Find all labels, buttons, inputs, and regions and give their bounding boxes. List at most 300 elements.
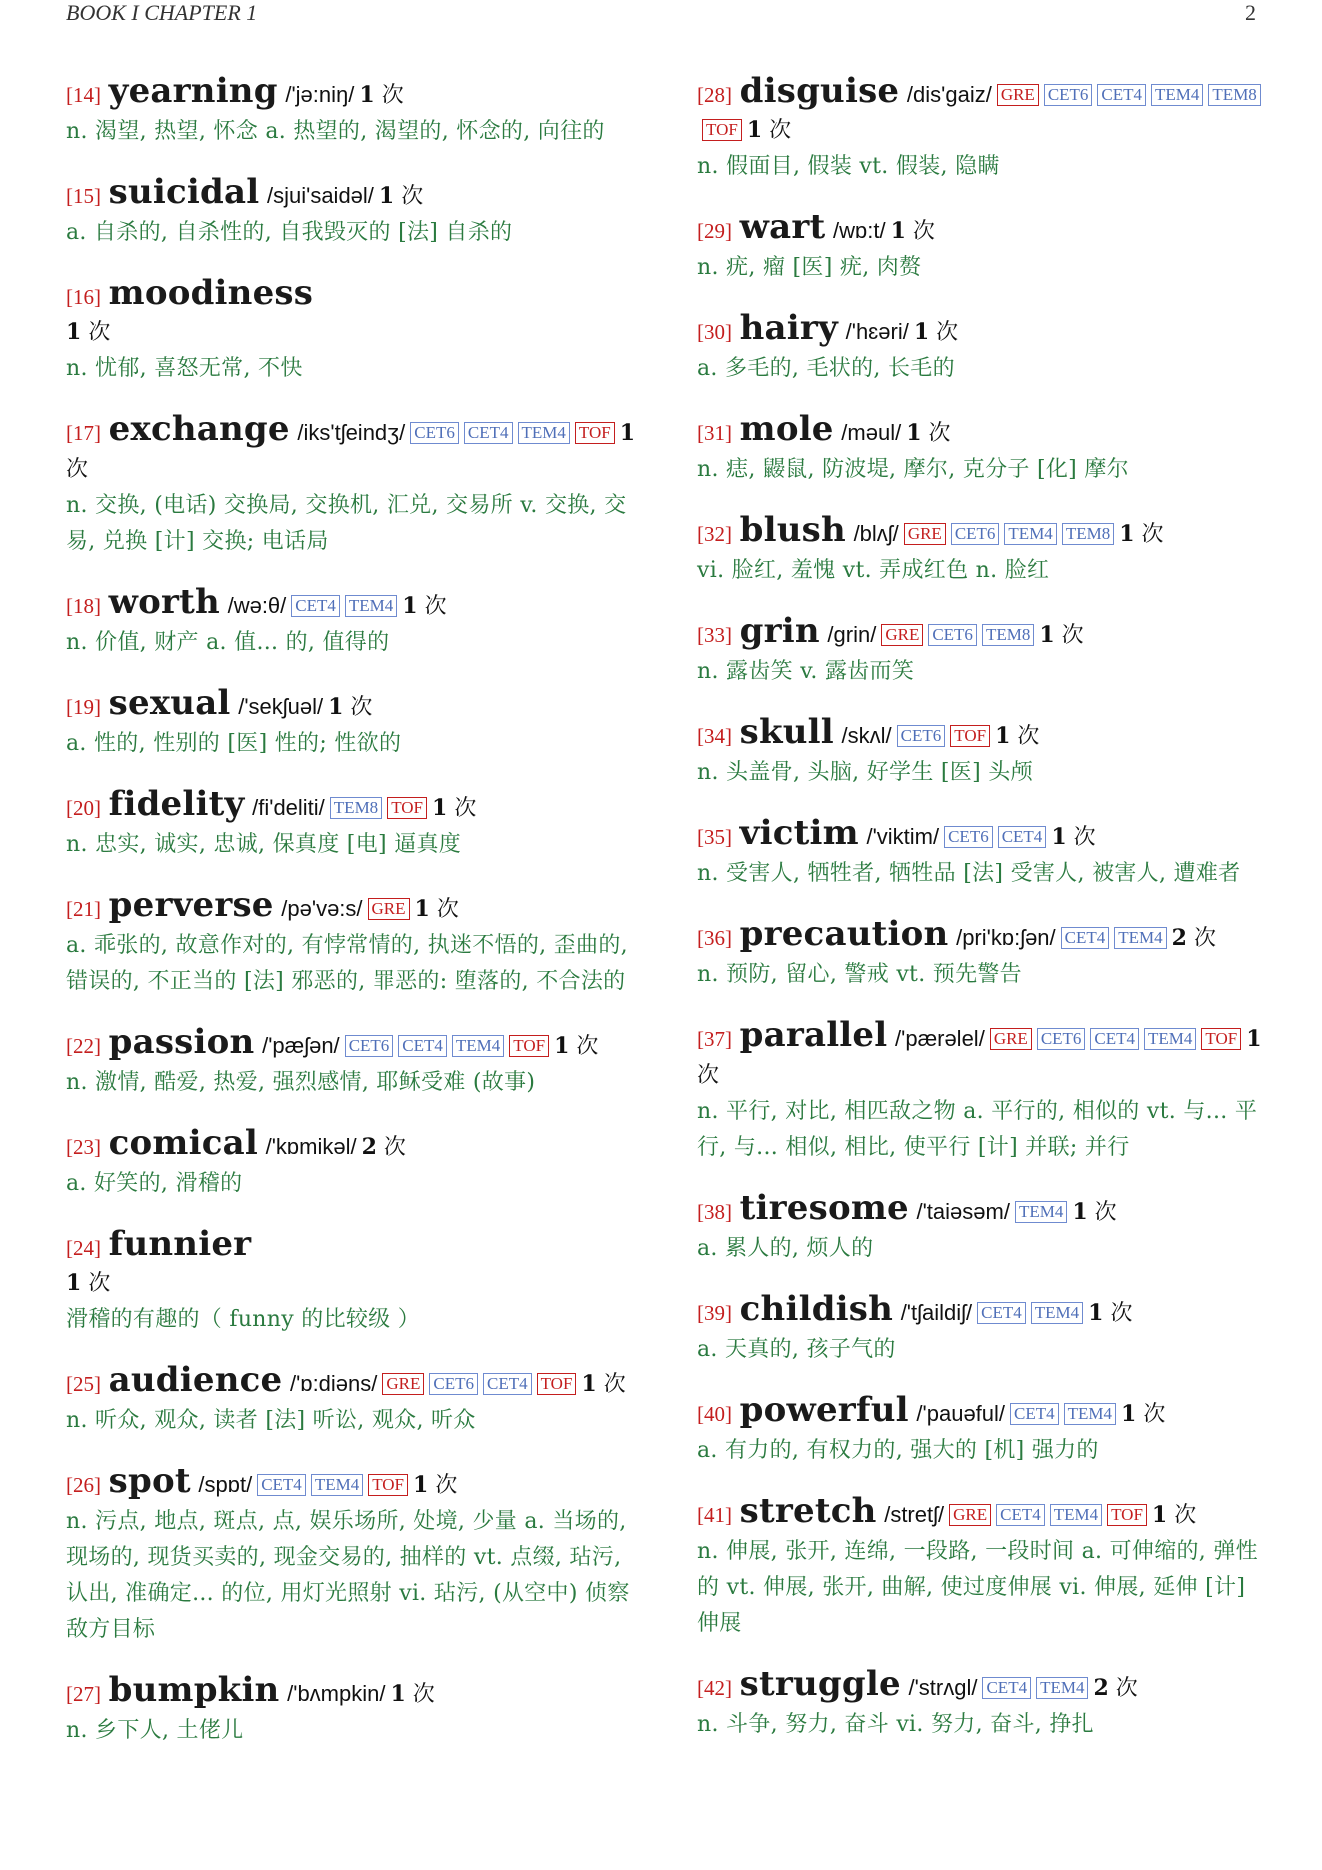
phonetic: /grin/	[827, 622, 877, 647]
exam-tag: TEM4	[1004, 523, 1056, 545]
headword: passion	[108, 1022, 255, 1062]
exam-tag: CET4	[398, 1035, 447, 1057]
headword: moodiness	[108, 273, 314, 313]
vocab-entry	[66, 683, 636, 762]
vocab-entry	[697, 308, 1271, 387]
phonetic: /'kɒmikəl/	[265, 1134, 357, 1159]
frequency-count: 2	[1171, 925, 1187, 951]
phonetic: /sjui'saidəl/	[267, 183, 374, 208]
definition: n. 渴望, 热望, 怀念 a. 热望的, 渴望的, 怀念的, 向往的	[66, 119, 605, 144]
frequency	[1152, 1503, 1196, 1528]
frequency	[66, 1271, 110, 1296]
frequency-unit: 次	[424, 594, 447, 619]
frequency	[413, 1473, 457, 1498]
phonetic: /pə'və:s/	[281, 896, 363, 921]
frequency-unit: 次	[1193, 926, 1216, 951]
vocab-entry	[697, 71, 1271, 185]
exam-tag: TEM4	[1064, 1403, 1116, 1425]
headword-line	[66, 1360, 636, 1402]
exam-tag: TOF	[702, 119, 742, 141]
phonetic: /'sekʃuəl/	[238, 694, 324, 719]
phonetic: /'pærəlel/	[895, 1026, 985, 1051]
headword: perverse	[108, 885, 274, 925]
definition: n. 听众, 观众, 读者 [法] 听讼, 观众, 听众	[66, 1408, 476, 1433]
headword: childish	[739, 1289, 894, 1329]
definition: a. 有力的, 有权力的, 强大的 [机] 强力的	[697, 1438, 1099, 1463]
headword-line	[66, 1022, 636, 1064]
headword-line	[697, 1289, 1271, 1331]
frequency-count: 1	[328, 694, 344, 720]
vocab-entry	[697, 1188, 1271, 1267]
headword: victim	[739, 813, 859, 853]
entry-index: [25]	[66, 1372, 101, 1396]
exam-tag: GRE	[949, 1504, 991, 1526]
frequency-count: 1	[1051, 824, 1067, 850]
frequency-count: 1	[913, 319, 930, 345]
frequency	[328, 695, 372, 720]
frequency-count: 1	[1246, 1026, 1262, 1052]
definition: n. 露齿笑 v. 露齿而笑	[697, 659, 915, 684]
frequency-count: 1	[414, 896, 430, 922]
frequency-count: 1	[554, 1033, 570, 1059]
entry-index: [21]	[66, 897, 101, 921]
exam-tag: CET4	[1010, 1403, 1059, 1425]
exam-tag: CET6	[345, 1035, 394, 1057]
exam-tag: CET6	[928, 624, 977, 646]
exam-tag: GRE	[368, 898, 410, 920]
entry-index: [30]	[697, 320, 732, 344]
exam-tag: CET4	[483, 1373, 532, 1395]
headword: skull	[739, 712, 834, 752]
vocab-entry	[66, 1461, 636, 1648]
frequency-count: 1	[1072, 1199, 1088, 1225]
phonetic: /fi'deliti/	[252, 795, 325, 820]
entry-index: [19]	[66, 695, 101, 719]
entry-index: [18]	[66, 594, 101, 618]
frequency	[359, 83, 403, 108]
exam-tag: TEM8	[1208, 84, 1260, 106]
headword: sexual	[108, 683, 231, 723]
vocab-entry	[697, 207, 1271, 286]
vocab-entry	[66, 1224, 636, 1338]
headword-line	[697, 510, 1271, 552]
frequency-count: 1	[619, 420, 636, 446]
exam-tag: CET4	[996, 1504, 1045, 1526]
phonetic: /spɒt/	[198, 1472, 253, 1497]
entry-index: [40]	[697, 1402, 732, 1426]
definition: n. 疣, 瘤 [医] 疣, 肉赘	[697, 255, 922, 280]
frequency	[415, 897, 459, 922]
phonetic: /'bʌmpkin/	[287, 1681, 386, 1706]
vocab-entry	[697, 813, 1271, 892]
frequency	[1051, 825, 1095, 850]
frequency-unit: 次	[88, 320, 111, 345]
headword-line	[66, 885, 636, 927]
phonetic: /'taiəsəm/	[916, 1199, 1010, 1224]
exam-tag: TEM4	[1015, 1201, 1067, 1223]
vocab-entry	[697, 1491, 1271, 1642]
frequency-unit: 次	[1141, 522, 1164, 547]
entry-index: [41]	[697, 1503, 732, 1527]
exam-tag: TOF	[537, 1373, 577, 1395]
frequency	[747, 118, 791, 143]
exam-tag: CET6	[410, 422, 459, 444]
frequency-unit: 次	[1110, 1301, 1133, 1326]
definition: a. 好笑的, 滑稽的	[66, 1171, 243, 1196]
entry-index: [38]	[697, 1200, 732, 1224]
frequency-unit: 次	[603, 1372, 626, 1397]
headword: suicidal	[108, 172, 260, 212]
vocab-entry	[697, 409, 1271, 488]
vocab-entry	[697, 1015, 1271, 1166]
headword: yearning	[108, 71, 278, 111]
vocab-entry	[697, 914, 1271, 993]
entry-index: [17]	[66, 421, 101, 445]
phonetic: /'strʌgl/	[908, 1675, 978, 1700]
headword-line	[697, 914, 1271, 956]
frequency	[914, 320, 958, 345]
frequency-count: 1	[378, 183, 395, 209]
frequency	[432, 796, 476, 821]
frequency-unit: 次	[769, 118, 792, 143]
headword: stretch	[739, 1491, 877, 1531]
frequency-unit: 次	[1143, 1402, 1166, 1427]
headword-line	[697, 712, 1271, 754]
frequency	[390, 1682, 434, 1707]
exam-tag: TEM4	[1031, 1302, 1083, 1324]
entry-index: [20]	[66, 796, 101, 820]
entry-index: [37]	[697, 1027, 732, 1051]
headword: exchange	[108, 409, 290, 449]
exam-tag: CET6	[1044, 84, 1093, 106]
exam-tag: GRE	[904, 523, 946, 545]
entry-index: [35]	[697, 825, 732, 849]
frequency-count: 1	[390, 1681, 406, 1707]
headword: powerful	[739, 1390, 909, 1430]
page-number: 2	[1245, 0, 1256, 25]
frequency-line	[66, 314, 636, 350]
headword-line	[66, 1224, 636, 1265]
frequency-count: 1	[359, 82, 375, 108]
phonetic: /stretʃ/	[884, 1502, 945, 1527]
vocab-entry	[66, 1123, 636, 1202]
frequency-unit: 次	[435, 1473, 458, 1498]
entry-index: [26]	[66, 1473, 101, 1497]
vocab-entry	[66, 1670, 636, 1749]
phonetic: /'tʃaildiʃ/	[900, 1300, 973, 1325]
page-header	[66, 0, 1256, 30]
definition: n. 痣, 鼹鼠, 防波堤, 摩尔, 克分子 [化] 摩尔	[697, 457, 1129, 482]
entry-index: [31]	[697, 421, 732, 445]
vocab-entry	[66, 71, 636, 150]
headword: comical	[108, 1123, 258, 1163]
exam-tag: CET4	[982, 1677, 1031, 1699]
definition: a. 累人的, 烦人的	[697, 1236, 874, 1261]
exam-tag: TEM4	[452, 1035, 504, 1057]
definition: a. 天真的, 孩子气的	[697, 1337, 896, 1362]
headword-line	[697, 1664, 1271, 1706]
frequency	[1093, 1676, 1137, 1701]
exam-tag: TEM4	[311, 1474, 363, 1496]
phonetic: /'pæʃən/	[262, 1033, 340, 1058]
definition: n. 头盖骨, 头脑, 好学生 [医] 头颅	[697, 760, 1033, 785]
frequency	[1072, 1200, 1116, 1225]
frequency-count: 1	[581, 1371, 597, 1397]
exam-tag: CET6	[951, 523, 1000, 545]
headword: blush	[739, 510, 846, 550]
frequency-unit: 次	[88, 1271, 111, 1296]
headword: worth	[108, 582, 220, 622]
vocab-entry	[697, 712, 1271, 791]
headword-line	[66, 1123, 636, 1165]
frequency	[1039, 623, 1083, 648]
exam-tag: TOF	[575, 422, 615, 444]
entry-index: [42]	[697, 1676, 732, 1700]
entry-index: [34]	[697, 724, 732, 748]
frequency-count: 1	[1039, 622, 1055, 648]
exam-tag: CET6	[429, 1373, 478, 1395]
exam-tag: CET6	[944, 826, 993, 848]
frequency-unit: 次	[576, 1034, 599, 1059]
exam-tag: TOF	[1201, 1028, 1241, 1050]
vocab-entry	[66, 1022, 636, 1101]
headword: bumpkin	[108, 1670, 280, 1710]
phonetic: /blʌʃ/	[853, 521, 899, 546]
headword: grin	[739, 611, 820, 651]
definition: n. 忧郁, 喜怒无常, 不快	[66, 356, 303, 381]
frequency-count: 2	[1093, 1675, 1109, 1701]
frequency-count: 1	[995, 723, 1011, 749]
headword-line	[697, 1390, 1271, 1432]
frequency-count: 1	[1088, 1300, 1104, 1326]
headword-line	[66, 784, 636, 826]
definition: a. 性的, 性别的 [医] 性的; 性欲的	[66, 731, 402, 756]
definition: a. 多毛的, 毛状的, 长毛的	[697, 356, 955, 381]
headword: tiresome	[739, 1188, 909, 1228]
entry-index: [32]	[697, 522, 732, 546]
frequency-unit: 次	[66, 457, 89, 482]
frequency-unit: 次	[912, 219, 935, 244]
exam-tag: GRE	[382, 1373, 424, 1395]
headword-line	[697, 308, 1271, 350]
frequency-count: 1	[1121, 1401, 1137, 1427]
frequency-unit: 次	[1094, 1200, 1117, 1225]
left-column	[66, 71, 636, 1774]
frequency-count: 1	[1119, 521, 1135, 547]
entry-index: [23]	[66, 1135, 101, 1159]
headword: fidelity	[108, 784, 245, 824]
headword-line	[66, 1670, 636, 1712]
phonetic: /wə:θ/	[227, 593, 287, 618]
exam-tag: TOF	[387, 797, 427, 819]
frequency-unit: 次	[412, 1682, 435, 1707]
frequency-count: 1	[66, 1270, 82, 1296]
headword-line	[66, 409, 636, 487]
exam-tag: CET4	[977, 1302, 1026, 1324]
exam-tag: CET4	[257, 1474, 306, 1496]
headword-line	[66, 582, 636, 624]
headword: parallel	[739, 1015, 888, 1055]
headword-line	[697, 71, 1271, 148]
headword: mole	[739, 409, 834, 449]
frequency-unit: 次	[383, 1135, 406, 1160]
headword-line	[66, 71, 636, 113]
phonetic: /wɒ:t/	[833, 218, 886, 243]
headword: funnier	[108, 1224, 252, 1264]
exam-tag: TEM4	[1036, 1677, 1088, 1699]
vocab-entry	[697, 1289, 1271, 1368]
exam-tag: CET4	[1090, 1028, 1139, 1050]
entry-index: [39]	[697, 1301, 732, 1325]
vocab-entry	[697, 510, 1271, 589]
frequency-unit: 次	[1115, 1676, 1138, 1701]
vocab-entry	[66, 582, 636, 661]
definition: 滑稽的有趣的（ funny 的比较级 ）	[66, 1307, 421, 1332]
headword-line	[697, 409, 1271, 451]
headword-line	[66, 1461, 636, 1503]
headword: spot	[108, 1461, 191, 1501]
headword: struggle	[739, 1664, 901, 1704]
entry-index: [15]	[66, 184, 101, 208]
exam-tag: TOF	[368, 1474, 408, 1496]
entry-index: [36]	[697, 926, 732, 950]
definition: n. 忠实, 诚实, 忠诚, 保真度 [电] 逼真度	[66, 832, 462, 857]
headword-line	[697, 1188, 1271, 1230]
vocab-entry	[697, 1664, 1271, 1743]
phonetic: /dis'gaiz/	[906, 82, 992, 107]
exam-tag: TOF	[509, 1035, 549, 1057]
headword-line	[66, 172, 636, 214]
headword: precaution	[739, 914, 949, 954]
frequency-unit: 次	[401, 184, 424, 209]
exam-tag: CET4	[1061, 927, 1110, 949]
headword-line	[697, 813, 1271, 855]
frequency-unit: 次	[928, 421, 951, 446]
exam-tag: TOF	[950, 725, 990, 747]
definition: n. 斗争, 努力, 奋斗 vi. 努力, 奋斗, 挣扎	[697, 1712, 1094, 1737]
entry-index: [16]	[66, 285, 101, 309]
definition: n. 污点, 地点, 斑点, 点, 娱乐场所, 处境, 少量 a. 当场的, 现场的, 现货买卖的, 现金交易的, 抽样的 vt. 点缀, 玷污, 认出, 准确定... 的位, 用灯光照射 vi. 玷污, (从空中) 侦察敌方目标	[66, 1509, 630, 1642]
headword: wart	[739, 207, 826, 247]
phonetic: /'hɛəri/	[845, 319, 909, 344]
definition: n. 预防, 留心, 警戒 vt. 预先警告	[697, 962, 1022, 987]
frequency-count: 1	[906, 420, 922, 446]
phonetic: /iks'tʃeindʒ/	[297, 420, 406, 445]
headword-line	[697, 1491, 1271, 1533]
frequency	[554, 1034, 598, 1059]
phonetic: /məul/	[841, 420, 902, 445]
entry-index: [29]	[697, 219, 732, 243]
entry-index: [14]	[66, 83, 101, 107]
exam-tag: TEM4	[1144, 1028, 1196, 1050]
frequency-unit: 次	[436, 897, 459, 922]
exam-tag: CET4	[291, 595, 340, 617]
vocab-entry	[697, 1390, 1271, 1469]
definition: n. 平行, 对比, 相匹敌之物 a. 平行的, 相似的 vt. 与... 平行, 与... 相似, 相比, 使平行 [计] 并联; 并行	[697, 1099, 1258, 1160]
phonetic: /'jə:niŋ/	[285, 82, 355, 107]
frequency-unit: 次	[1061, 623, 1084, 648]
chapter-title: BOOK I CHAPTER 1	[66, 0, 258, 25]
frequency-unit: 次	[1174, 1503, 1197, 1528]
frequency-count: 1	[1151, 1502, 1168, 1528]
exam-tag: TEM4	[518, 422, 570, 444]
exam-tag: CET6	[897, 725, 946, 747]
entry-index: [27]	[66, 1682, 101, 1706]
vocab-entry	[66, 885, 636, 1000]
phonetic: /'pauəful/	[916, 1401, 1006, 1426]
frequency-count: 1	[890, 218, 906, 244]
headword: hairy	[739, 308, 838, 348]
frequency-unit: 次	[454, 796, 477, 821]
frequency	[891, 219, 935, 244]
exam-tag: GRE	[997, 84, 1039, 106]
headword-line	[697, 207, 1271, 249]
exam-tag: CET4	[1097, 84, 1146, 106]
exam-tag: TEM8	[330, 797, 382, 819]
definition: n. 价值, 财产 a. 值... 的, 值得的	[66, 630, 390, 655]
frequency	[1172, 926, 1216, 951]
phonetic: /skʌl/	[841, 723, 892, 748]
entry-index: [22]	[66, 1034, 101, 1058]
exam-tag: GRE	[881, 624, 923, 646]
frequency	[1088, 1301, 1132, 1326]
frequency	[906, 421, 950, 446]
vocab-entry	[66, 273, 636, 387]
frequency-unit: 次	[350, 695, 373, 720]
vocab-entry	[697, 611, 1271, 690]
definition: n. 激情, 酷爱, 热爱, 强烈感情, 耶稣受难 (故事)	[66, 1070, 536, 1095]
frequency-unit: 次	[381, 83, 404, 108]
frequency	[402, 594, 446, 619]
exam-tag: TEM4	[1050, 1504, 1102, 1526]
frequency	[362, 1135, 406, 1160]
exam-tag: TEM8	[1062, 523, 1114, 545]
phonetic: /'viktim/	[866, 824, 940, 849]
vocab-entry	[66, 784, 636, 863]
entry-index: [33]	[697, 623, 732, 647]
exam-tag: CET4	[998, 826, 1047, 848]
frequency-unit: 次	[1017, 724, 1040, 749]
frequency-count: 1	[402, 593, 418, 619]
entry-index: [24]	[66, 1236, 101, 1260]
frequency	[1119, 522, 1163, 547]
definition: n. 伸展, 张开, 连绵, 一段路, 一段时间 a. 可伸缩的, 弹性的 vt. 伸展, 张开, 曲解, 使过度伸展 vi. 伸展, 延伸 [计] 伸展	[697, 1539, 1258, 1636]
exam-tag: TEM4	[345, 595, 397, 617]
exam-tag: TEM8	[982, 624, 1034, 646]
frequency-line	[66, 1265, 636, 1301]
vocab-entry	[66, 172, 636, 251]
definition: a. 自杀的, 自杀性的, 自我毁灭的 [法] 自杀的	[66, 220, 513, 245]
phonetic: /'ɒ:diəns/	[290, 1371, 378, 1396]
exam-tag: CET6	[1037, 1028, 1086, 1050]
headword-line	[697, 611, 1271, 653]
exam-tag: TEM4	[1114, 927, 1166, 949]
frequency-unit: 次	[936, 320, 959, 345]
frequency	[581, 1372, 625, 1397]
frequency-count: 2	[361, 1134, 377, 1160]
exam-tag: GRE	[990, 1028, 1032, 1050]
frequency	[66, 320, 110, 345]
frequency	[379, 184, 423, 209]
exam-tag: CET4	[464, 422, 513, 444]
frequency-count: 1	[413, 1472, 429, 1498]
definition: vi. 脸红, 羞愧 vt. 弄成红色 n. 脸红	[697, 558, 1050, 583]
definition: n. 受害人, 牺牲者, 牺牲品 [法] 受害人, 被害人, 遭难者	[697, 861, 1241, 886]
frequency	[995, 724, 1039, 749]
frequency-count: 1	[66, 319, 82, 345]
exam-tag: TOF	[1107, 1504, 1147, 1526]
headword: disguise	[739, 71, 900, 111]
